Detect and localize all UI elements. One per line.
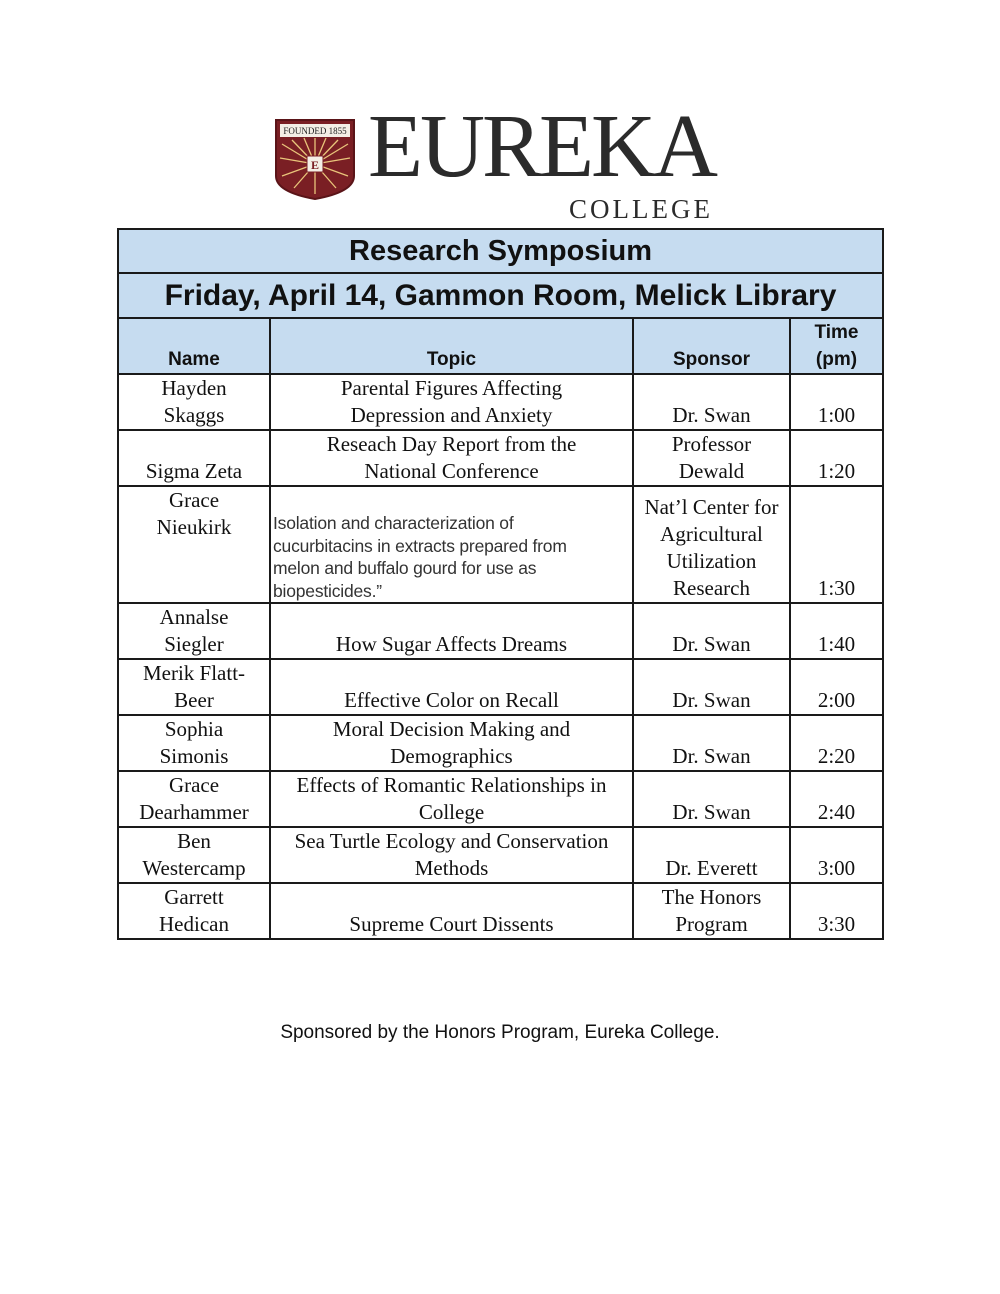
footer-note: Sponsored by the Honors Program, Eureka College.	[280, 1022, 720, 1043]
symposium-schedule-table	[117, 228, 884, 940]
presentation-time: 2:40	[790, 771, 883, 827]
presenter-name: Hayden Skaggs	[118, 374, 270, 430]
presentation-time: 1:20	[790, 430, 883, 486]
presentation-time: 1:00	[790, 374, 883, 430]
schedule-row	[118, 430, 883, 486]
schedule-row	[118, 771, 883, 827]
college-seal-icon	[274, 118, 356, 200]
presentation-topic-text: Isolation and characterization of cucurbitacins in extracts prepared from melon and buffalo gourd for use as biopesticides.”	[273, 513, 567, 601]
schedule-row	[118, 486, 883, 603]
column-header-sponsor: Sponsor	[633, 318, 790, 374]
sponsor-name: Dr. Swan	[633, 374, 790, 430]
presentation-time: 1:40	[790, 603, 883, 659]
presenter-name: Merik Flatt- Beer	[118, 659, 270, 715]
schedule-row	[118, 374, 883, 430]
schedule-row	[118, 603, 883, 659]
presentation-topic: Sea Turtle Ecology and Conservation Methods	[270, 827, 633, 883]
sponsor-name: Nat’l Center for Agricultural Utilization Research	[633, 486, 790, 603]
presenter-name: Grace Nieukirk	[118, 486, 270, 603]
schedule-row	[118, 659, 883, 715]
symposium-subtitle: Friday, April 14, Gammon Room, Melick Library	[118, 273, 883, 318]
presentation-time: 2:20	[790, 715, 883, 771]
presentation-topic: Effects of Romantic Relationships in College	[270, 771, 633, 827]
presentation-topic: Reseach Day Report from the National Conference	[270, 430, 633, 486]
column-header-row	[118, 318, 883, 374]
sponsor-name: The Honors Program	[633, 883, 790, 939]
schedule-row	[118, 883, 883, 939]
presentation-topic: Parental Figures Affecting Depression and Anxiety	[270, 374, 633, 430]
presenter-name: Ben Westercamp	[118, 827, 270, 883]
schedule-rows	[118, 374, 883, 939]
presentation-topic: Effective Color on Recall	[270, 659, 633, 715]
schedule-row	[118, 715, 883, 771]
presentation-topic: Moral Decision Making and Demographics	[270, 715, 633, 771]
presentation-time: 3:30	[790, 883, 883, 939]
presentation-time: 3:00	[790, 827, 883, 883]
sponsor-name: Professor Dewald	[633, 430, 790, 486]
sponsor-name: Dr. Everett	[633, 827, 790, 883]
column-header-time: Time (pm)	[790, 318, 883, 374]
presenter-name: Sigma Zeta	[118, 430, 270, 486]
presenter-name: Sophia Simonis	[118, 715, 270, 771]
seal-letter: E	[310, 158, 320, 172]
sponsor-name: Dr. Swan	[633, 715, 790, 771]
schedule-row	[118, 827, 883, 883]
eureka-college-logo	[274, 97, 724, 224]
sponsor-name: Dr. Swan	[633, 771, 790, 827]
presenter-name: Annalse Siegler	[118, 603, 270, 659]
column-header-topic: Topic	[270, 318, 633, 374]
presentation-topic: Supreme Court Dissents	[270, 883, 633, 939]
seal-text: FOUNDED 1855	[283, 126, 347, 136]
presentation-topic: How Sugar Affects Dreams	[270, 603, 633, 659]
sponsor-name: Dr. Swan	[633, 603, 790, 659]
presenter-name: Garrett Hedican	[118, 883, 270, 939]
title-row	[118, 229, 883, 273]
presentation-time: 1:30	[790, 486, 883, 603]
logo-wordmark: EUREKA	[368, 97, 715, 196]
presentation-topic	[270, 486, 633, 603]
sponsor-name: Dr. Swan	[633, 659, 790, 715]
presenter-name: Grace Dearhammer	[118, 771, 270, 827]
logo-subword: COLLEGE	[569, 194, 713, 224]
presentation-time: 2:00	[790, 659, 883, 715]
symposium-title: Research Symposium	[118, 229, 883, 273]
subtitle-row	[118, 273, 883, 318]
column-header-name: Name	[118, 318, 270, 374]
